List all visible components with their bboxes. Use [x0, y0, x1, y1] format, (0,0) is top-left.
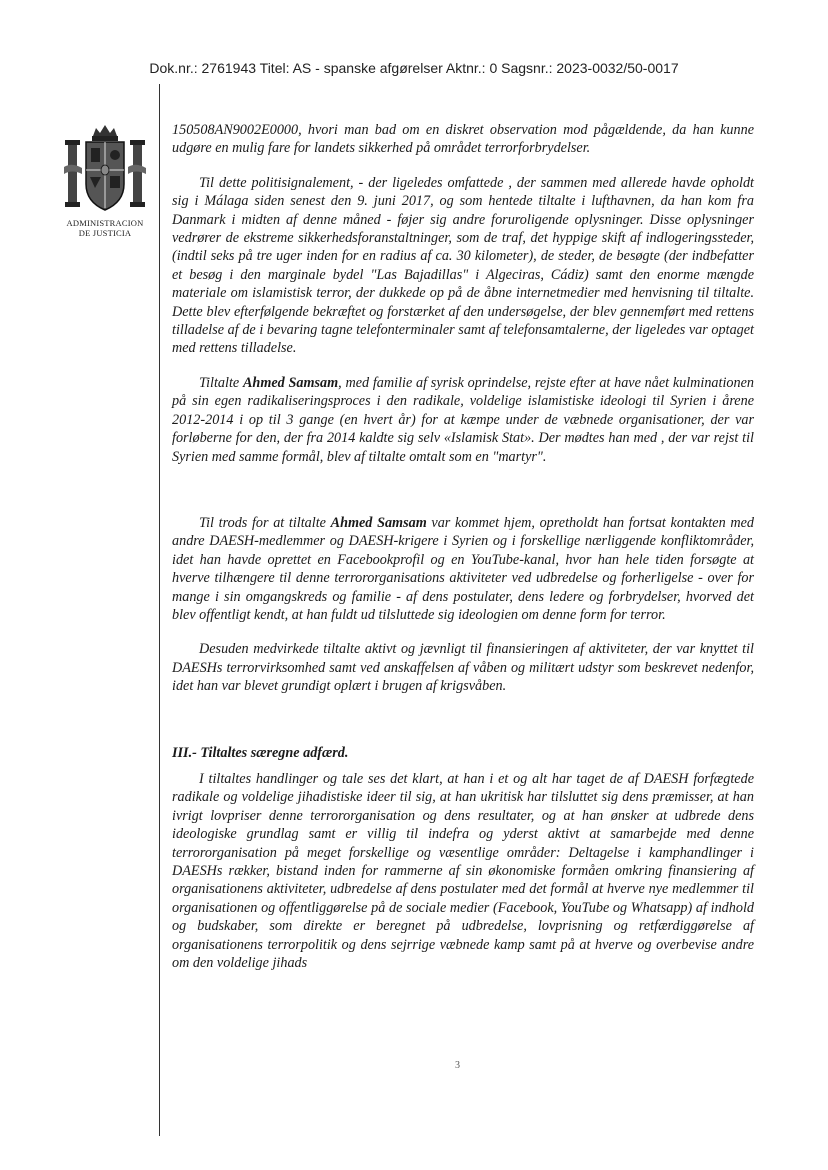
paragraph-4 [172, 514, 754, 624]
section-title: III.- Tiltaltes særegne adfærd. [172, 744, 349, 761]
defendant-name: Ahmed Samsam [330, 514, 427, 531]
crest-caption [56, 218, 154, 238]
paragraph-1: 150508AN9002E0000, hvori man bad om en diskret observation mod pågældende, da han kunne udgøre en mulig fare for landets sikkerhed på området terrorforbrydelser. [172, 122, 754, 157]
paragraph-3-lead: Tiltalte [199, 374, 243, 391]
document-body [172, 121, 754, 972]
paragraph-3 [172, 374, 754, 466]
paragraph-4-rest: var kommet hjem, opretholdt han fortsat kontakten med andre DAESH-medlemmer og DAESH-krigere i Syrien og i forskellige nærliggende konfliktområder, idet han havde oprettet en Facebookprofil og en YouTube-kanal, hvor han hele tiden forsøgte at hverve tilhængere til denne terrororganisations aktiviteter ved udbredelse og forherligelse - over for mange i sin omgangskreds og familie - af dens postulater, dens ledere og forbrydelser, hvorved det blev offentligt kendt, at han fuldt ud tilsluttede sig ideologien om denne form for terror. [172, 514, 754, 623]
paragraph-4-lead: Til trods for at tiltalte [199, 514, 331, 531]
paragraph-5: Desuden medvirkede tiltalte aktivt og jævnligt til finansieringen af aktiviteter, der var knyttet til DAESHs terrorvirksomhed samt ved anskaffelsen af våben og militært udstyr som beskrevet nedenfor, idet han var blevet grundigt oplært i brugen af krigsvåben. [172, 641, 754, 695]
defendant-name: Ahmed Samsam [242, 374, 339, 391]
page-number: 3 [455, 1060, 460, 1071]
paragraph-2: Til dette politisignalement, - der ligeledes omfattede , der sammen med allerede havde opholdt sig i Málaga siden senest den 9. juni 2017, og som hentede tiltalte i lufthavnen, da han kom fra Danmark i midten af denne måned - føjer sig andre foruroligende oplysninger. Disse oplysninger vedrører de ekstreme sikkerhedsforanstaltninger, som de traf, det hyppige skift af indlogeringssteder, (indtil seks på tre uger inden for en radius af ca. 30 kilometer), de steder, de besøgte (der indbefatter et besøg i den marginale bydel "Las Bajadillas" i Algeciras, Cádiz) samt den enorme mængde materiale om islamistisk terror, der dukkede op på de åbne internetmedier med henvisning til tiltalte. Dette blev efterfølgende bekræftet og forstærket af den undersøgelse, der blev gennemført med rettens tilladelse af de i bevaring tagne telefonterminaler samt af telefonsamtalerne, der ligeledes var optaget med rettens tilladelse. [172, 174, 754, 357]
coat-of-arms-icon [60, 122, 150, 222]
margin-line [159, 84, 160, 1136]
paragraph-6: I tiltaltes handlinger og tale ses det klart, at han i et og alt har taget de af DAESH forfægtede radikale og voldelige jihadistiske ideer til sig, at han ukritisk har tilsluttet sig dens præmisser, at han ivrigt lovpriser denne terrororganisation og dens resultater, og at han ønsker at udbrede dens ideologiske grundlag samt er villig til indefra og yderst aktivt at samarbejde med denne terrororganisation på meget forskellige og væsentlige områder: Deltagelse i kamphandlinger i DAESHs rækker, bistand inden for rammerne af sin økonomiske formåen omkring finansiering af organisationens aktiviteter, udbredelse af dens postulater med det formål at hverve nye medlemmer til organisationen og offentliggørelse på de sociale medier (Facebook, YouTube og Whatsapp) af indhold og budskaber, som direkte er beregnet på udbredelse, lovprisning og retfærdiggørelse af organisationens terrorpolitik og dens sejrrige væbnede kamp samt på at hverve og overbevise andre om den voldelige jihads [172, 770, 754, 972]
crest-caption-line1: ADMINISTRACION [66, 218, 144, 228]
document-header: Dok.nr.: 2761943 Titel: AS - spanske afgørelser Aktnr.: 0 Sagsnr.: 2023-0032/50-0017 [149, 60, 679, 76]
paragraph-3-rest: , med familie af syrisk oprindelse, rejste efter at have nået kulminationen på sin egen radikaliseringsproces i den radikale, voldelige islamistiske ideologi til Syrien i årene 2012-2014 i op til 3 gange (en hvert år) for at kæmpe under de væbnede organisationer, der var forløberne for den, der fra 2014 kaldte sig selv «Islamisk Stat». Der mødtes han med , der var rejst til Syrien med samme formål, blev af tiltalte omtalt som en "martyr". [172, 374, 754, 465]
crest-caption-line2: DE JUSTICIA [78, 228, 132, 238]
